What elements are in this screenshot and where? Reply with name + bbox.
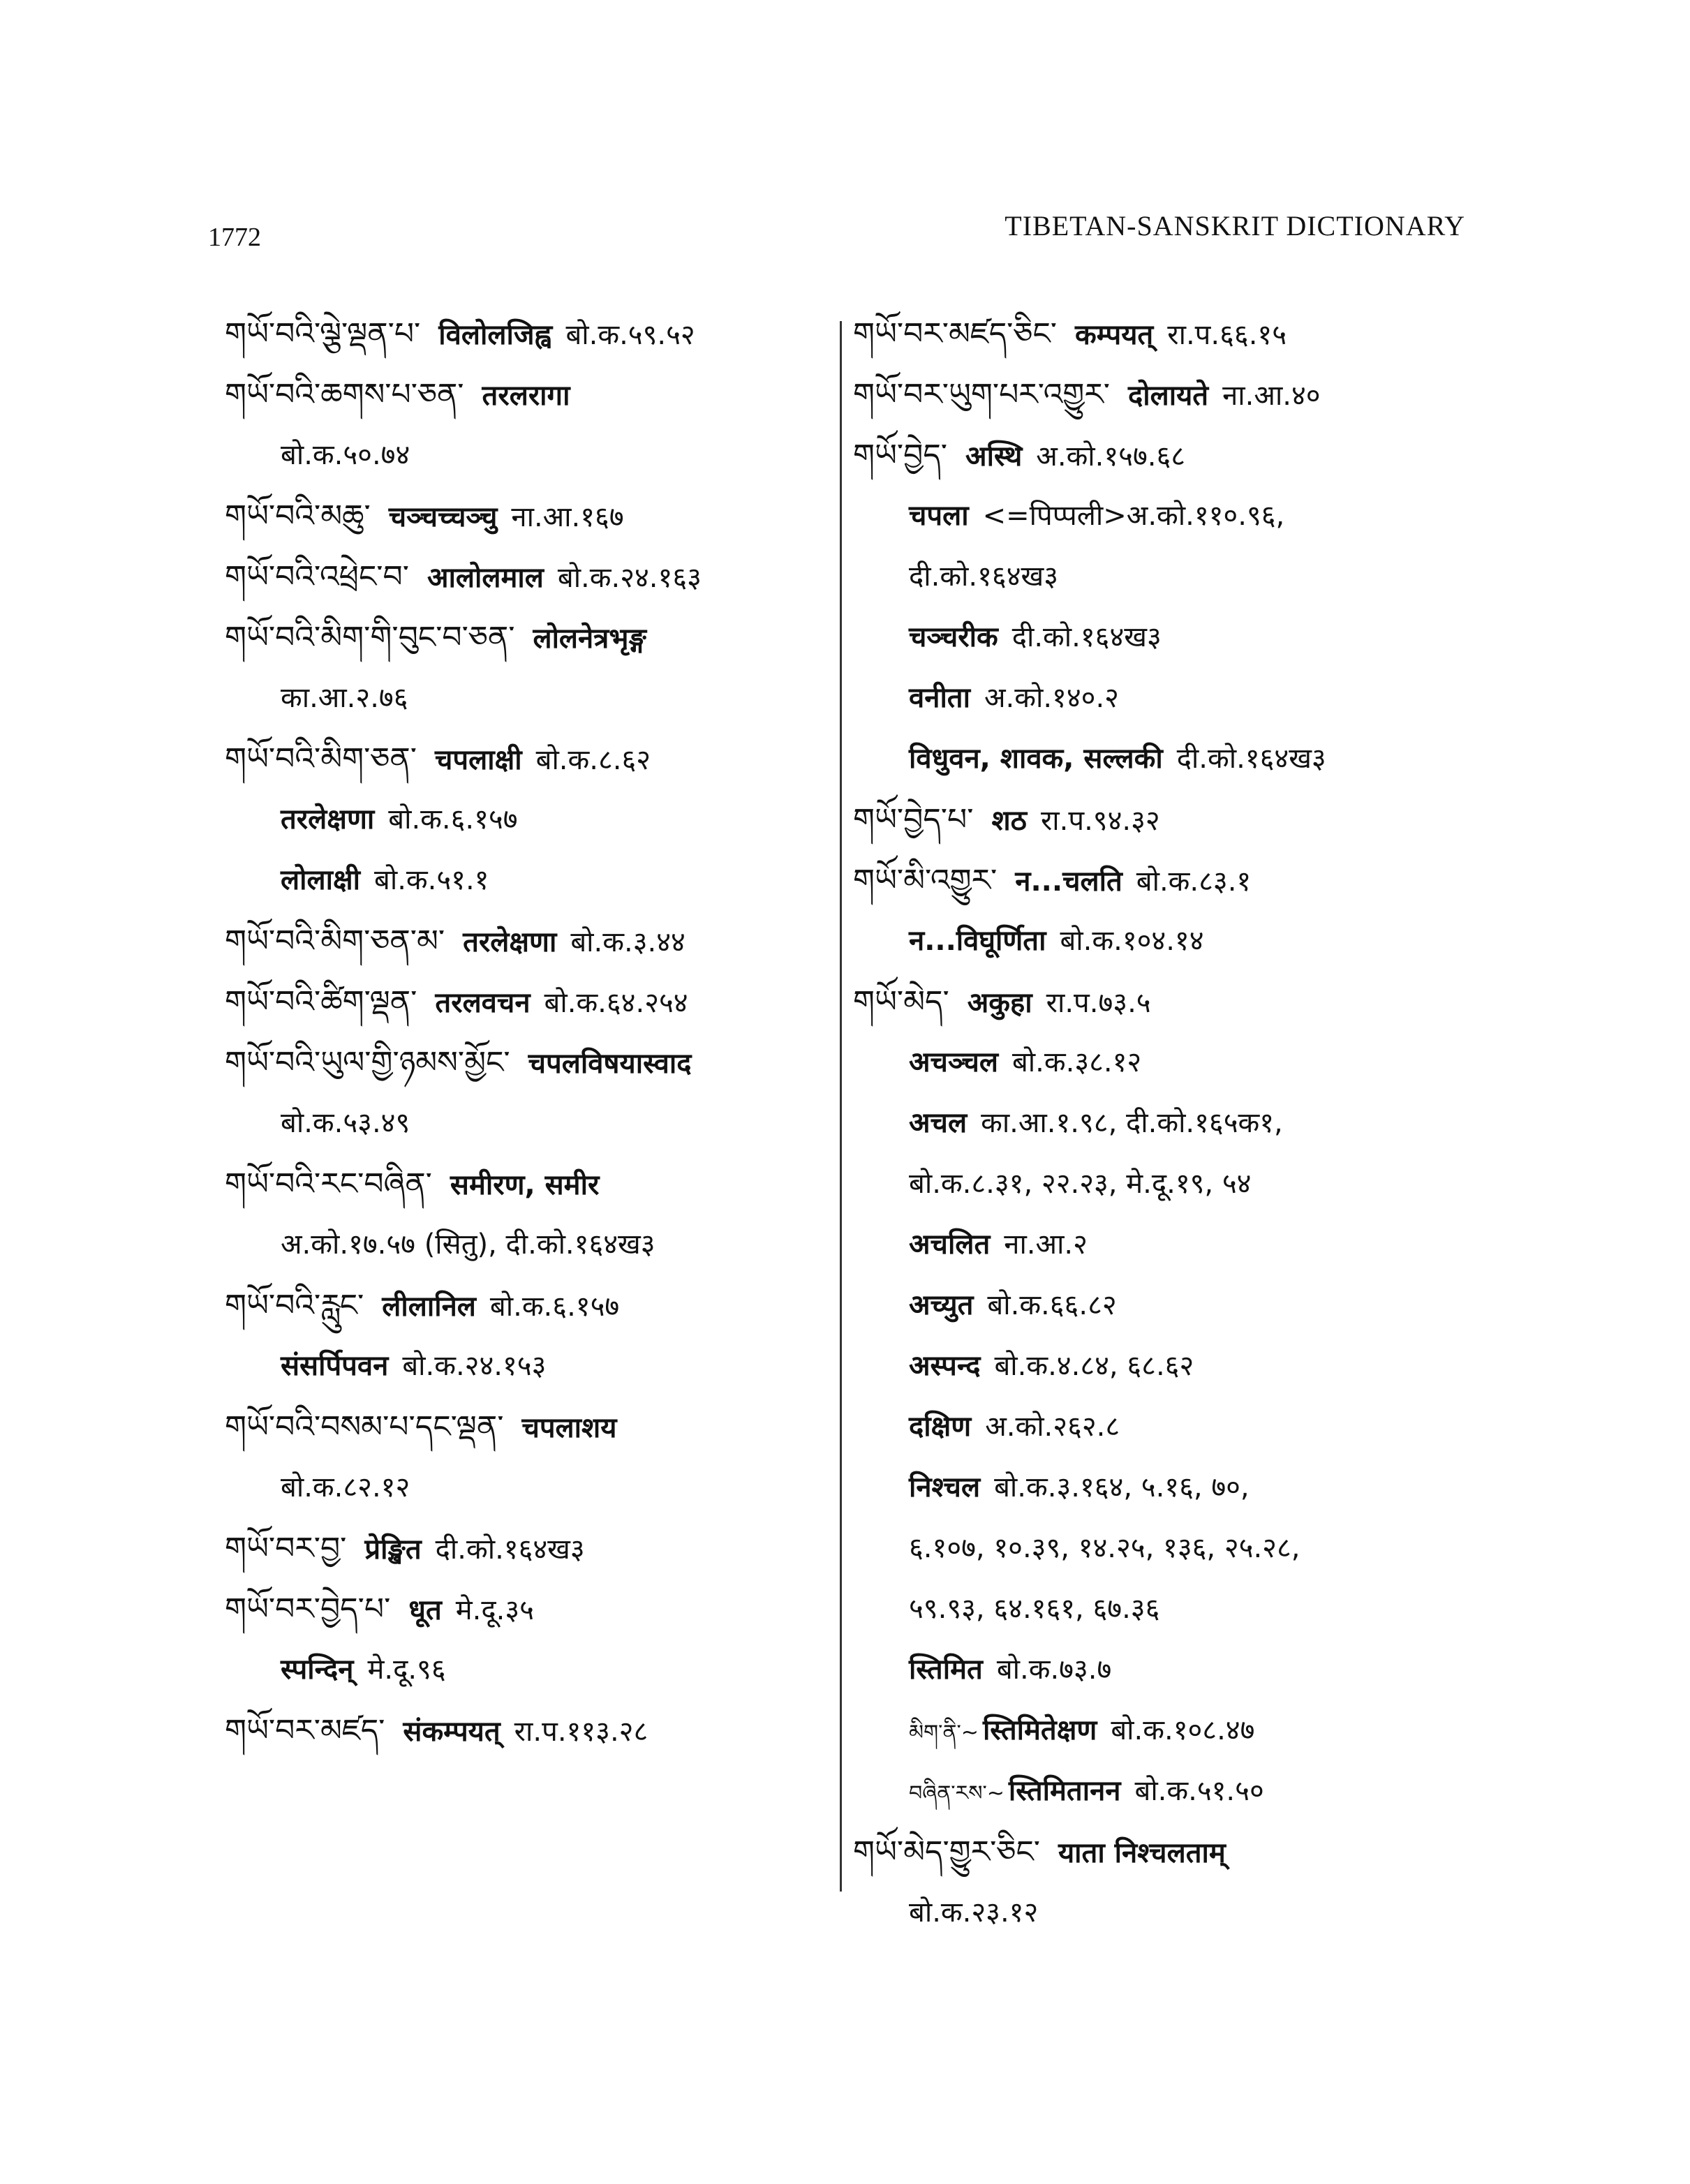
sanskrit-equivalent: तरलेक्षणा <box>281 803 375 835</box>
source-reference: दी.को.१६४ख३ <box>1176 743 1326 775</box>
sanskrit-equivalent: संसर्पिपवन <box>281 1350 389 1382</box>
dictionary-line <box>853 1518 1453 1579</box>
source-reference: बो.क.२४.१६३ <box>557 562 702 594</box>
dictionary-line <box>225 425 825 486</box>
source-reference: बो.क.३८.१२ <box>1011 1046 1142 1078</box>
tibetan-headword: གཡོ་བའི་ཡུལ་གྱི་ཉམས་མྱོང་ <box>225 1045 510 1080</box>
dictionary-line <box>225 1093 825 1154</box>
dictionary-line <box>853 364 1453 425</box>
dictionary-line <box>225 911 825 972</box>
sanskrit-equivalent: स्पन्दिन् <box>281 1654 354 1686</box>
dictionary-line <box>853 1579 1453 1640</box>
dictionary-line <box>853 607 1453 668</box>
tibetan-headword: གཡོ་བའི་མིག་ཅན་ <box>225 741 417 777</box>
dictionary-line <box>853 668 1453 729</box>
dictionary-line <box>853 486 1453 547</box>
source-reference: बो.क.३.४४ <box>570 926 685 958</box>
dictionary-line <box>853 1093 1453 1154</box>
tibetan-headword: གཡོ་བར་མཛད་ <box>225 1713 385 1748</box>
sanskrit-equivalent: चपलाक्षी <box>434 744 522 776</box>
tibetan-subentry: མིག་ནི་~ <box>909 1721 979 1745</box>
source-reference: अ.को.१५७.६८ <box>1036 440 1186 473</box>
sanskrit-equivalent: संकम्पयत् <box>403 1716 501 1748</box>
sanskrit-equivalent: स्तिमितानन <box>1008 1775 1121 1807</box>
dictionary-line <box>225 1518 825 1579</box>
source-reference: रा.प.७३.५ <box>1046 987 1151 1019</box>
sanskrit-equivalent: अस्थि <box>965 440 1023 473</box>
dictionary-line <box>853 547 1453 607</box>
dictionary-line <box>225 668 825 729</box>
source-reference: बो.क.७३.७ <box>996 1654 1112 1686</box>
tibetan-subentry: བཞིན་རས་~ <box>909 1781 1005 1806</box>
sanskrit-equivalent: निश्चल <box>909 1471 981 1503</box>
sanskrit-equivalent: चञ्चरीक <box>909 621 998 653</box>
source-reference: बो.क.५९.५२ <box>565 319 695 351</box>
sanskrit-equivalent: लीलानिल <box>382 1291 476 1323</box>
sanskrit-equivalent: स्तिमित <box>909 1654 983 1686</box>
sanskrit-equivalent: तरलरागा <box>482 380 570 412</box>
dictionary-line <box>853 911 1453 972</box>
source-reference: बो.क.५०.७४ <box>281 439 410 471</box>
sanskrit-equivalent: विलोलजिह्व <box>438 319 552 351</box>
dictionary-line <box>225 364 825 425</box>
source-reference: मे.दू.३५ <box>455 1594 534 1626</box>
dictionary-line <box>225 1032 825 1093</box>
dictionary-line <box>225 1700 825 1761</box>
source-reference: बो.क.६.१५७ <box>388 803 518 835</box>
right-column <box>853 304 1453 1943</box>
left-column <box>225 304 825 1761</box>
tibetan-headword: གཡོ་བྱེད་ <box>853 438 948 473</box>
source-reference: बो.क.८.६२ <box>535 744 651 776</box>
dictionary-line <box>225 850 825 911</box>
source-reference: दी.को.१६४ख३ <box>435 1533 585 1566</box>
dictionary-line <box>853 425 1453 486</box>
source-reference: बो.क.५१.१ <box>374 864 489 896</box>
dictionary-line <box>853 972 1453 1032</box>
dictionary-line <box>225 486 825 547</box>
source-reference: बो.क.२३.१२ <box>909 1896 1039 1929</box>
source-reference: बो.क.८२.१२ <box>281 1471 410 1503</box>
dictionary-line <box>853 789 1453 850</box>
sanskrit-equivalent: दक्षिण <box>909 1411 972 1443</box>
source-reference: ना.आ.२ <box>1004 1228 1088 1261</box>
source-reference: ६.१०७, १०.३९, १४.२५, १३६, २५.२८, <box>909 1532 1300 1564</box>
sanskrit-equivalent: आलोलमाल <box>427 562 544 594</box>
sanskrit-equivalent: प्रेङ्खित <box>364 1533 422 1566</box>
source-reference: बो.क.५१.५० <box>1134 1775 1264 1807</box>
dictionary-line <box>853 1822 1453 1882</box>
source-reference: का.आ.१.९८, दी.को.१६५क१, <box>981 1107 1283 1139</box>
source-reference: अ.को.२६२.८ <box>985 1411 1120 1443</box>
source-reference: अ.को.१७.५७ (सितु), दी.को.१६४ख३ <box>281 1228 655 1261</box>
sanskrit-equivalent: समीरण, समीर <box>450 1169 600 1201</box>
sanskrit-equivalent: न...चलति <box>1015 866 1122 898</box>
dictionary-line <box>225 1640 825 1700</box>
source-reference: का.आ.२.७६ <box>281 682 408 714</box>
tibetan-headword: གཡོ་བའི་རླུང་ <box>225 1288 364 1323</box>
source-reference: बो.क.८३.१ <box>1136 866 1252 898</box>
dictionary-line <box>225 304 825 364</box>
sanskrit-equivalent: लोलाक्षी <box>281 864 360 896</box>
dictionary-line <box>225 1154 825 1214</box>
tibetan-headword: གཡོ་མི་འགྱུར་ <box>853 863 998 898</box>
tibetan-headword: གཡོ་བའི་ཚིག་ལྡན་ <box>225 984 417 1020</box>
tibetan-headword: གཡོ་བའི་མིག་ཅན་མ་ <box>225 923 445 959</box>
sanskrit-equivalent: अचलित <box>909 1228 991 1261</box>
dictionary-line <box>225 607 825 668</box>
dictionary-line <box>853 1214 1453 1275</box>
sanskrit-equivalent: अचञ्चल <box>909 1046 998 1078</box>
sanskrit-equivalent: धूत <box>408 1594 442 1626</box>
tibetan-headword: གཡོ་བར་ཡུག་པར་འགྱུར་ <box>853 377 1110 413</box>
dictionary-line <box>853 1700 1453 1761</box>
tibetan-headword: གཡོ་བར་བྱེད་པ་ <box>225 1591 391 1627</box>
sanskrit-equivalent: चपला <box>909 500 969 532</box>
sanskrit-equivalent: लोलनेत्रभृङ्ग <box>533 623 646 655</box>
dictionary-line <box>225 972 825 1032</box>
source-reference: दी.को.१६४ख३ <box>909 560 1059 593</box>
dictionary-line <box>225 1579 825 1640</box>
sanskrit-equivalent: चपलाशय <box>521 1412 617 1444</box>
source-reference: ५९.९३, ६४.१६१, ६७.३६ <box>909 1593 1160 1625</box>
source-reference: मे.दू.९६ <box>367 1654 446 1686</box>
tibetan-headword: གཡོ་བའི་འཕྲེང་བ་ <box>225 559 409 595</box>
dictionary-line <box>225 789 825 850</box>
sanskrit-equivalent: याता निश्चलताम् <box>1058 1837 1226 1869</box>
sanskrit-equivalent: अच्युत <box>909 1289 974 1321</box>
sanskrit-equivalent: तरलवचन <box>435 987 531 1019</box>
sanskrit-equivalent: कम्पयत् <box>1075 319 1154 351</box>
page-number: 1772 <box>208 223 261 252</box>
tibetan-headword: གཡོ་བའི་མིག་གི་བུང་བ་ཅན་ <box>225 620 515 655</box>
running-head: TIBETAN-SANSKRIT DICTIONARY <box>1005 210 1465 242</box>
source-reference: बो.क.५३.४९ <box>281 1107 410 1139</box>
sanskrit-equivalent: विधुवन, शावक, सल्लकी <box>909 743 1163 775</box>
dictionary-line <box>853 1397 1453 1457</box>
tibetan-headword: གཡོ་བའི་བསམ་པ་དང་ལྡན་ <box>225 1409 504 1445</box>
dictionary-line <box>853 1154 1453 1214</box>
dictionary-line <box>225 729 825 789</box>
dictionary-line <box>225 1336 825 1397</box>
tibetan-headword: གཡོ་མེད་ <box>853 984 949 1020</box>
column-divider <box>840 321 842 1892</box>
sanskrit-equivalent: शठ <box>991 805 1027 837</box>
dictionary-line <box>853 1457 1453 1518</box>
sanskrit-equivalent: वनीता <box>909 682 970 714</box>
source-reference: रा.प.६६.१५ <box>1167 319 1287 351</box>
dictionary-line <box>853 1032 1453 1093</box>
dictionary-line <box>853 304 1453 364</box>
tibetan-headword: གཡོ་བའི་མཆུ་ <box>225 498 371 534</box>
tibetan-headword: གཡོ་བར་མཛད་ཅིང་ <box>853 316 1058 352</box>
tibetan-headword: གཡོ་མེད་གྱུར་ཅིང་ <box>853 1834 1040 1870</box>
sanskrit-equivalent: दोलायते <box>1127 380 1209 412</box>
source-reference: बो.क.८.३१, २२.२३, मे.दू.१९, ५४ <box>909 1168 1252 1200</box>
source-reference: ना.आ.४० <box>1222 380 1321 412</box>
sanskrit-equivalent: चञ्चच्चञ्चु <box>388 501 498 533</box>
dictionary-line <box>225 547 825 607</box>
dictionary-line <box>853 1336 1453 1397</box>
source-reference: अ.को.१४०.२ <box>984 682 1119 714</box>
dictionary-line <box>853 1882 1453 1943</box>
tibetan-headword: གཡོ་བྱེད་པ་ <box>853 802 974 838</box>
dictionary-line <box>225 1397 825 1457</box>
source-reference: बो.क.६.१५७ <box>489 1291 620 1323</box>
dictionary-line <box>853 1761 1453 1822</box>
sanskrit-equivalent: स्तिमितेक्षण <box>982 1714 1097 1746</box>
source-reference: ना.आ.१६७ <box>511 501 624 533</box>
source-reference: रा.प.९४.३२ <box>1040 805 1160 837</box>
tibetan-headword: གཡོ་བའི་རང་བཞིན་ <box>225 1166 432 1202</box>
tibetan-headword: གཡོ་བའི་ལྕེ་ལྡན་པ་ <box>225 316 421 352</box>
tibetan-headword: གཡོ་བར་བྱ་ <box>225 1531 347 1566</box>
source-reference: बो.क.२४.१५३ <box>402 1350 547 1382</box>
dictionary-line <box>225 1214 825 1275</box>
source-reference: <=पिप्पली>अ.को.११०.९६, <box>982 500 1285 532</box>
sanskrit-equivalent: अचल <box>909 1107 968 1139</box>
dictionary-line <box>853 1275 1453 1336</box>
dictionary-line <box>225 1457 825 1518</box>
dictionary-line <box>853 850 1453 911</box>
source-reference: दी.को.१६४ख३ <box>1011 621 1162 653</box>
source-reference: बो.क.६६.८२ <box>987 1289 1117 1321</box>
sanskrit-equivalent: अकुहा <box>967 987 1032 1019</box>
sanskrit-equivalent: अस्पन्द <box>909 1350 981 1382</box>
sanskrit-equivalent: न...विघूर्णिता <box>909 925 1046 957</box>
sanskrit-equivalent: तरलेक्षणा <box>463 926 557 958</box>
dictionary-line <box>853 1640 1453 1700</box>
source-reference: बो.क.६४.२५४ <box>544 987 688 1019</box>
source-reference: बो.क.१०४.१४ <box>1060 925 1204 957</box>
source-reference: बो.क.४.८४, ६८.६२ <box>994 1350 1194 1382</box>
source-reference: बो.क.१०८.४७ <box>1111 1714 1255 1746</box>
sanskrit-equivalent: चपलविषयास्वाद <box>528 1048 692 1080</box>
dictionary-line <box>225 1275 825 1336</box>
tibetan-headword: གཡོ་བའི་ཆགས་པ་ཅན་ <box>225 377 464 413</box>
source-reference: रा.प.११३.२८ <box>514 1716 648 1748</box>
source-reference: बो.क.३.१६४, ५.१६, ७०, <box>994 1471 1250 1503</box>
dictionary-line <box>853 729 1453 789</box>
